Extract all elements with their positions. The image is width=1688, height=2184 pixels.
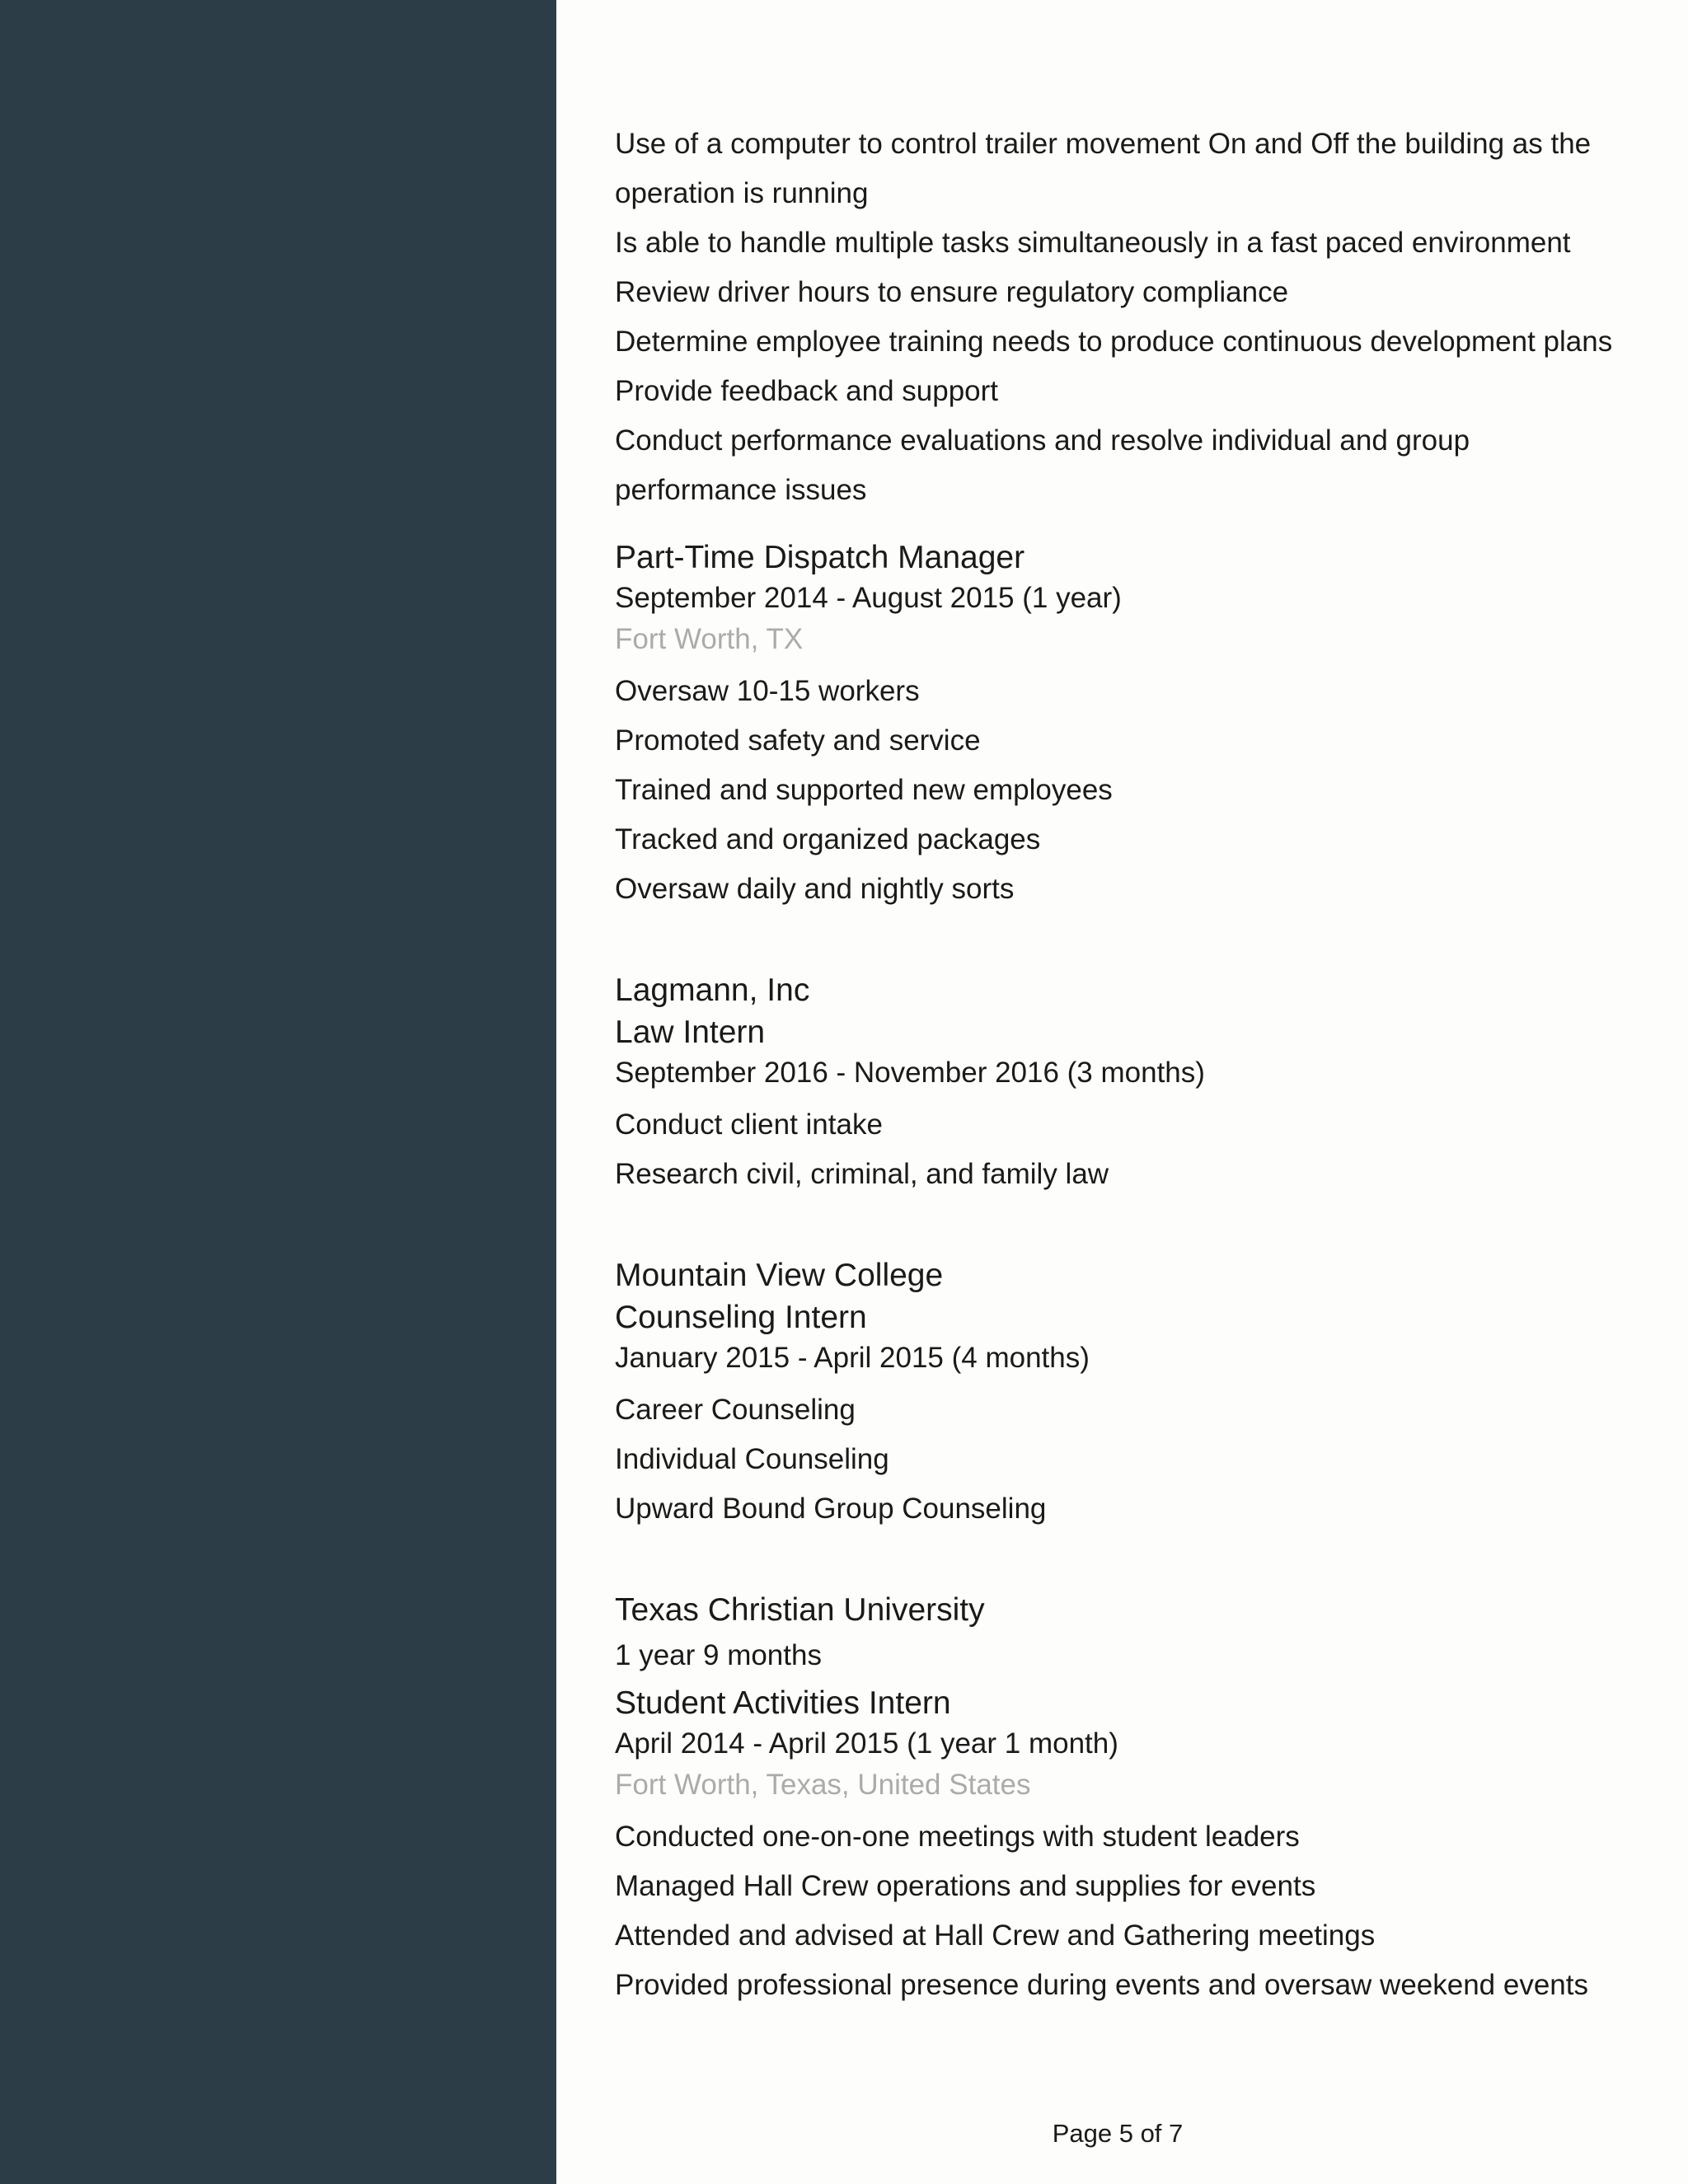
company-duration: 1 year 9 months	[615, 1639, 822, 1671]
tcu-entry	[615, 1588, 1645, 2010]
bullet-line: Career Counseling	[615, 1394, 856, 1426]
bullet-line: Use of a computer to control trailer movement On and Off the building as the	[615, 128, 1592, 160]
company-name: Mountain View College	[615, 1258, 944, 1293]
job-bullets	[615, 1100, 1645, 1199]
company-name: Lagmann, Inc	[615, 972, 810, 1008]
job-title: Student Activities Intern	[615, 1685, 951, 1721]
bullet-line: Trained and supported new employees	[615, 774, 1113, 806]
bullet-line: Provide feedback and support	[615, 375, 999, 407]
job-bullets	[615, 667, 1645, 914]
bullet-line: Individual Counseling	[615, 1443, 889, 1475]
job-bullets	[615, 1385, 1645, 1534]
bullet-line: Provided professional presence during events and oversaw weekend events	[615, 1969, 1588, 2001]
job-dates: September 2016 - November 2016 (3 months)	[615, 1057, 1205, 1089]
job-title: Counseling Intern	[615, 1300, 867, 1335]
dispatch-entry	[615, 538, 1645, 914]
resume-content	[615, 120, 1645, 2010]
sidebar-panel	[0, 0, 556, 2184]
bullet-line: Review driver hours to ensure regulatory compliance	[615, 276, 1289, 308]
bullet-line: Research civil, criminal, and family law	[615, 1158, 1109, 1190]
mountain-view-entry	[615, 1254, 1645, 1534]
page-number: Page 5 of 7	[1052, 2119, 1184, 2148]
bullet-line: Oversaw daily and nightly sorts	[615, 873, 1015, 905]
bullet-line: Attended and advised at Hall Crew and Gathering meetings	[615, 1919, 1376, 1952]
job-dates: January 2015 - April 2015 (4 months)	[615, 1342, 1090, 1374]
job-bullets	[615, 1812, 1645, 2010]
bullet-line: Upward Bound Group Counseling	[615, 1493, 1047, 1525]
lagmann-entry	[615, 968, 1645, 1199]
bullet-line: operation is running	[615, 177, 869, 209]
bullet-line: Conducted one-on-one meetings with student leaders	[615, 1821, 1300, 1853]
bullet-line: Promoted safety and service	[615, 724, 981, 757]
company-name: Texas Christian University	[615, 1592, 985, 1628]
bullet-line: Managed Hall Crew operations and supplies for events	[615, 1870, 1316, 1902]
bullet-line: performance issues	[615, 474, 867, 506]
job-dates: April 2014 - April 2015 (1 year 1 month)	[615, 1727, 1118, 1760]
job-title: Law Intern	[615, 1015, 766, 1050]
bullet-line: Conduct performance evaluations and resolve individual and group	[615, 424, 1470, 457]
job-title: Part-Time Dispatch Manager	[615, 540, 1025, 575]
bullet-line: Conduct client intake	[615, 1108, 883, 1141]
bullet-line: Tracked and organized packages	[615, 823, 1041, 855]
job-location: Fort Worth, TX	[615, 623, 804, 655]
previous-role-bullets	[615, 120, 1645, 515]
bullet-line: Determine employee training needs to produce continuous development plans	[615, 326, 1613, 358]
bullet-line: Is able to handle multiple tasks simultaneously in a fast paced environment	[615, 227, 1571, 259]
bullet-line: Oversaw 10-15 workers	[615, 675, 920, 707]
job-dates: September 2014 - August 2015 (1 year)	[615, 582, 1122, 614]
job-location: Fort Worth, Texas, United States	[615, 1769, 1031, 1801]
